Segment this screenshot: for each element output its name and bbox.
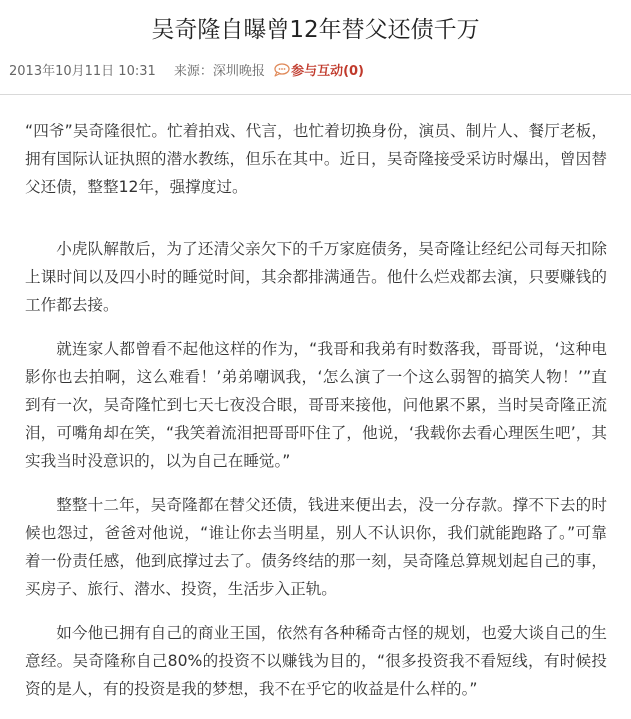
speech-bubble-icon bbox=[273, 63, 290, 77]
article-paragraph: 小虎队解散后，为了还清父亲欠下的千万家庭债务，吴奇隆让经纪公司每天扣除上课时间以及四小时的睡觉时间，其余都排满通告。他什么烂戏都去演，只要赚钱的工作都去接。 bbox=[25, 240, 607, 314]
article-paragraph: 整整十二年，吴奇隆都在替父还债，钱进来便出去，没一分存款。撑不下去的时候也怨过，爸爸对他说，“谁让你去当明星，别人不认识你，我们就能跑路了。”可靠着一份责任感，他到底撑过去了。债务终结的那一刻，吴奇隆总算规划起自己的事，买房子、旅行、潜水、投资，生活步入正轨。 bbox=[25, 496, 607, 598]
article-body bbox=[25, 117, 607, 719]
header-divider bbox=[0, 94, 631, 95]
article-meta bbox=[9, 62, 364, 82]
article-source: 来源：深圳晚报 bbox=[173, 64, 265, 79]
comment-link[interactable] bbox=[273, 62, 364, 82]
comment-link-label: 参与互动(0) bbox=[291, 64, 364, 79]
article-paragraph: 如今他已拥有自己的商业王国，依然有各种稀奇古怪的规划，也爱大谈自己的生意经。吴奇隆称自己80%的投资不以赚钱为目的，“很多投资我不看短线，有时候投资的是人，有的投资是我的梦想，我不在乎它的收益是什么样的。” bbox=[25, 624, 607, 698]
article-title: 吴奇隆自曝曾12年替父还债千万 bbox=[151, 17, 480, 43]
publish-date: 2013年10月11日 10:31 bbox=[9, 64, 156, 79]
article-paragraph: “四爷”吴奇隆很忙。忙着拍戏、代言，也忙着切换身份，演员、制片人、餐厅老板，拥有国际认证执照的潜水教练，但乐在其中。近日，吴奇隆接受采访时爆出，曾因替父还债，整整12年，强撑度过。 bbox=[25, 122, 607, 196]
article-paragraph: 就连家人都曾看不起他这样的作为，“我哥和我弟有时数落我，哥哥说，‘这种电影你也去拍啊，这么难看！’弟弟嘲讽我，‘怎么演了一个这么弱智的搞笑人物！’”直到有一次，吴奇隆忙到七天七夜没合眼，哥哥来接他，问他累不累，当时吴奇隆正流泪，可嘴角却在笑，“我笑着流泪把哥哥吓住了，他说，‘我载你去看心理医生吧’，其实我当时没意识的，以为自己在睡觉。” bbox=[25, 340, 607, 470]
